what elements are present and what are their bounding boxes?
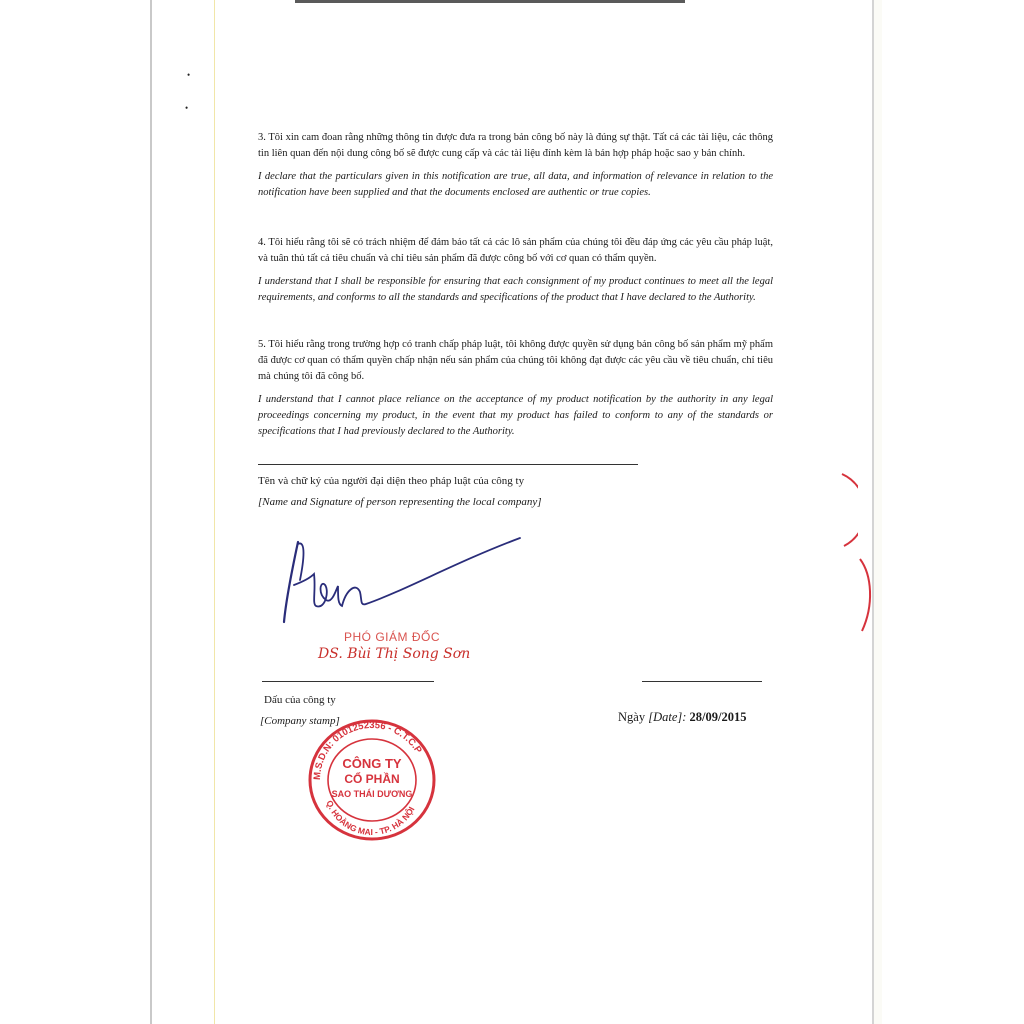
seal-ring-text: M.S.D.N: 0101252356 - C.T.C.P — [311, 719, 424, 781]
date-rule — [642, 681, 762, 682]
seal-line-2: CỔ PHẦN — [344, 772, 400, 786]
date-label-english: [Date]: — [648, 710, 687, 724]
date-label: Ngày — [618, 710, 646, 724]
partial-seal-mark — [856, 555, 878, 635]
seal-line-3: SAO THÁI DƯƠNG — [331, 789, 413, 799]
signature-rule — [258, 464, 638, 465]
signature-label-english: [Name and Signature of person representing the local company] — [258, 496, 542, 508]
deputy-director-title: PHÓ GIÁM ĐỐC — [344, 630, 441, 644]
clause-5 — [258, 337, 773, 440]
clause-4-vietnamese: 4. Tôi hiểu rằng tôi sẽ có trách nhiệm để đảm bảo tất cả các lô sản phẩm của chúng tôi đều đáp ứng các yêu cầu pháp luật, và tuân thủ tất cả tiêu chuẩn và chỉ tiêu sản phẩm đã được công bố với cơ quan có thẩm quyền. — [258, 237, 773, 264]
stamp-rule — [262, 681, 434, 682]
scan-top-edge — [295, 0, 685, 3]
scan-speck: • — [187, 70, 191, 80]
deputy-director-name: DS. Bùi Thị Song Sơn — [318, 646, 471, 662]
date-value: 28/09/2015 — [689, 710, 747, 724]
scan-left-edge — [150, 0, 152, 1024]
scan-margin-line — [214, 0, 215, 1024]
company-stamp-label: Dấu của công ty — [264, 694, 336, 706]
partial-seal-right — [838, 470, 858, 550]
clause-5-vietnamese: 5. Tôi hiểu rằng trong trường hợp có tranh chấp pháp luật, tôi không được quyền sử dụng bản công bố sản phẩm mỹ phẩm đã được cơ quan có thẩm quyền chấp nhận nếu sản phẩm của chúng tôi không đạt được các yêu cầu về tiêu chuẩn, chỉ tiêu mà chúng tôi đã công bố. — [258, 339, 773, 382]
date-line — [618, 710, 746, 725]
clause-3-english: I declare that the particulars given in this notification are true, all data, and information of relevance in relation to the notification have been supplied and that the documents enclosed are authentic or true copies. — [258, 171, 773, 198]
company-seal — [306, 717, 438, 843]
scan-speck: • — [185, 103, 189, 113]
company-stamp-label-english: [Company stamp] — [260, 715, 340, 727]
underlying-page — [874, 0, 882, 1024]
signature-label: Tên và chữ ký của người đại diện theo pháp luật của công ty — [258, 475, 525, 487]
handwritten-signature — [276, 530, 526, 630]
clause-5-english: I understand that I cannot place reliance on the acceptance of my product notification by the authority in any legal proceedings concerning my product, in the event that my product has failed to conform to any of the standards or specifications that I had previously declared to the Authority. — [258, 394, 773, 437]
clause-3 — [258, 130, 773, 201]
seal-ring-text-bottom: Q. HOÀNG MAI - TP. HÀ NỘI — [324, 798, 417, 838]
clause-4 — [258, 235, 773, 306]
clause-4-english: I understand that I shall be responsible for ensuring that each consignment of my product continues to meet all the legal requirements, and conforms to all the standards and specifications of the product that I have declared to the Authority. — [258, 276, 773, 303]
seal-line-1: CÔNG TY — [342, 756, 402, 771]
clause-3-vietnamese: 3. Tôi xin cam đoan rằng những thông tin được đưa ra trong bản công bố này là đúng sự thật. Tất cả các tài liệu, các thông tin liên quan đến nội dung công bố sẽ được cung cấp và các tài liệu đính kèm là bản hợp pháp hoặc sao y bản chính. — [258, 132, 773, 159]
